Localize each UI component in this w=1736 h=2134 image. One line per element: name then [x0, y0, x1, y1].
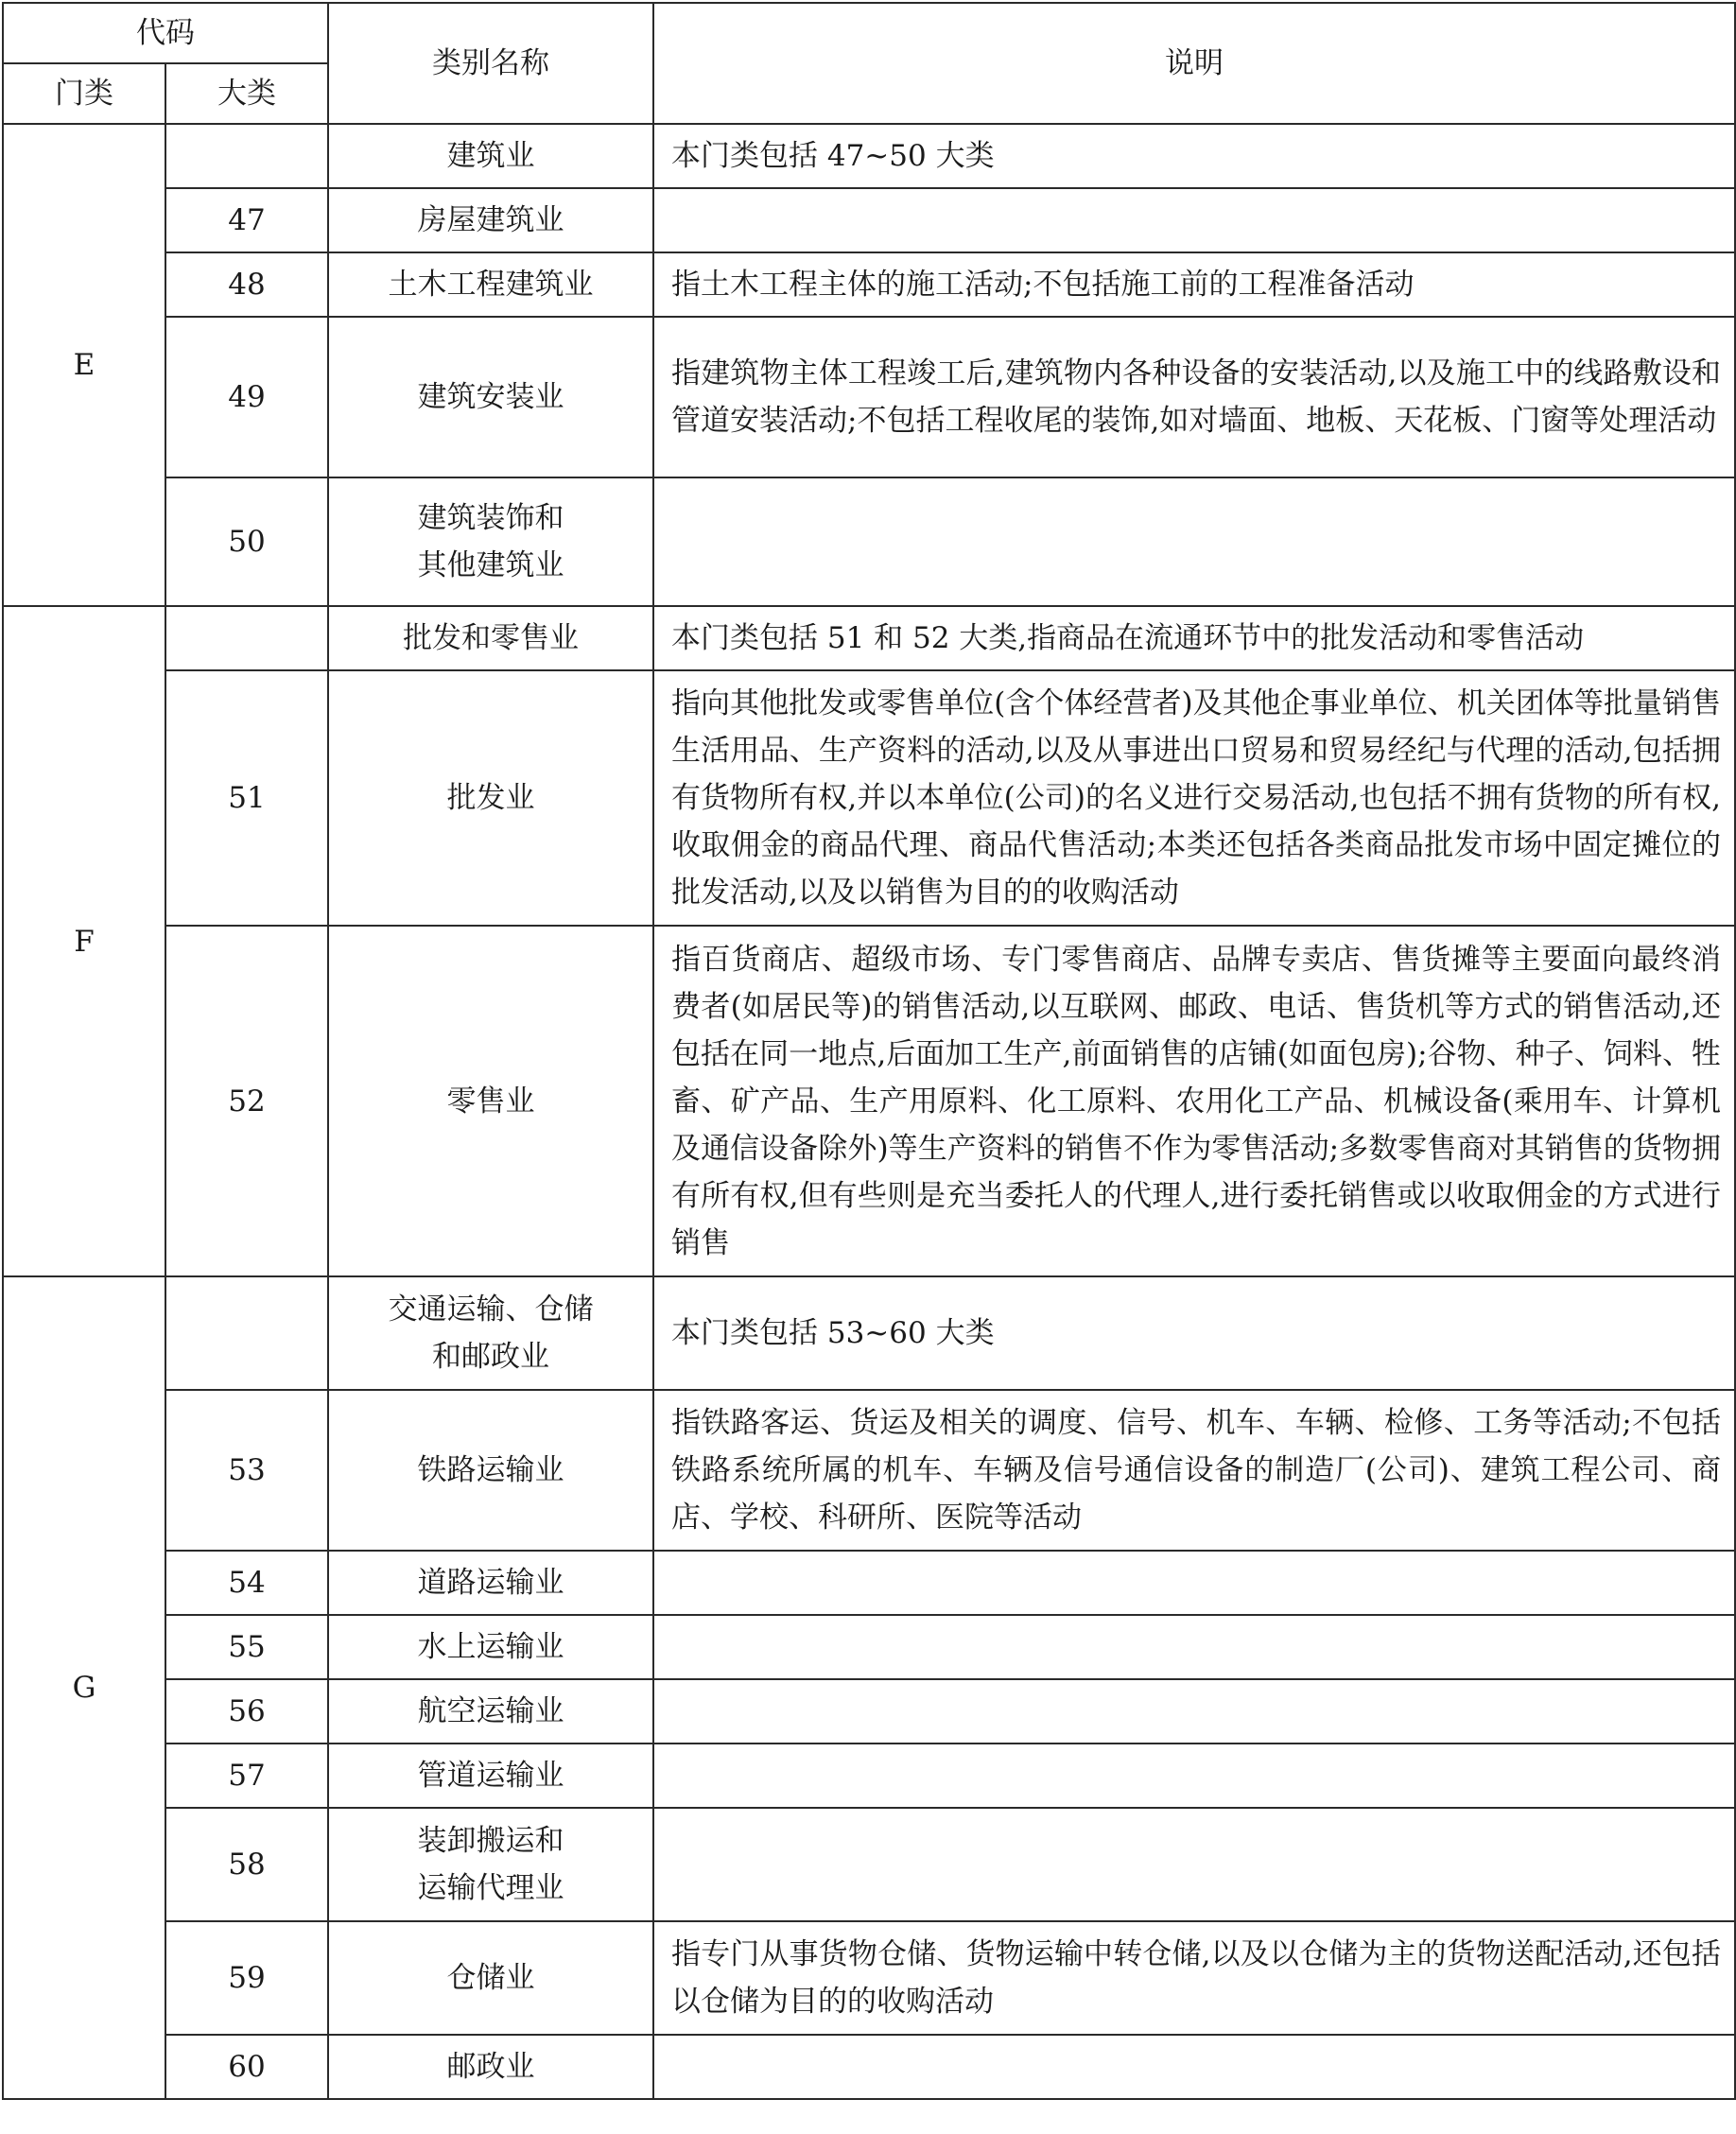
classification-table — [2, 2, 1736, 2100]
table-row — [3, 1679, 1735, 1744]
category-name: 批发业 — [328, 670, 653, 926]
header-division: 大类 — [165, 63, 328, 124]
category-description: 指向其他批发或零售单位(含个体经营者)及其他企事业单位、机关团体等批量销售生活用品、生产资料的活动,以及从事进出口贸易和贸易经纪与代理的活动,包括拥有货物所有权,并以本单位(公司)的名义进行交易活动,也包括不拥有货物的所有权,收取佣金的商品代理、商品代售活动;本类还包括各类商品批发市场中固定摊位的批发活动,以及以销售为目的的收购活动 — [653, 670, 1735, 926]
header-description: 说明 — [653, 3, 1735, 124]
division-code: 53 — [165, 1390, 328, 1551]
category-name: 建筑安装业 — [328, 317, 653, 477]
category-name: 铁路运输业 — [328, 1390, 653, 1551]
table-row — [3, 1615, 1735, 1679]
table-body — [3, 124, 1735, 2099]
division-code: 50 — [165, 477, 328, 606]
division-code: 57 — [165, 1744, 328, 1808]
category-name: 装卸搬运和 运输代理业 — [328, 1808, 653, 1921]
header-name: 类别名称 — [328, 3, 653, 124]
division-code: 59 — [165, 1921, 328, 2035]
category-name: 水上运输业 — [328, 1615, 653, 1679]
division-code: 52 — [165, 926, 328, 1276]
category-name: 航空运输业 — [328, 1679, 653, 1744]
category-description: 指百货商店、超级市场、专门零售商店、品牌专卖店、售货摊等主要面向最终消费者(如居民等)的销售活动,以互联网、邮政、电话、售货机等方式的销售活动,还包括在同一地点,后面加工生产,前面销售的店铺(如面包房);谷物、种子、饲料、牲畜、矿产品、生产用原料、化工原料、农用化工产品、机械设备(乘用车、计算机及通信设备除外)等生产资料的销售不作为零售活动;多数零售商对其销售的货物拥有所有权,但有些则是充当委托人的代理人,进行委托销售或以收取佣金的方式进行销售 — [653, 926, 1735, 1276]
division-code: 60 — [165, 2035, 328, 2099]
header-code-group: 代码 — [3, 3, 328, 63]
table-row — [3, 317, 1735, 477]
table-row — [3, 1551, 1735, 1615]
category-description — [653, 1744, 1735, 1808]
division-code: 58 — [165, 1808, 328, 1921]
category-letter: G — [3, 1276, 165, 2099]
category-description: 指建筑物主体工程竣工后,建筑物内各种设备的安装活动,以及施工中的线路敷设和管道安装活动;不包括工程收尾的装饰,如对墙面、地板、天花板、门窗等处理活动 — [653, 317, 1735, 477]
table-row — [3, 477, 1735, 606]
category-description — [653, 1679, 1735, 1744]
category-name: 道路运输业 — [328, 1551, 653, 1615]
category-name: 建筑业 — [328, 124, 653, 188]
category-name: 批发和零售业 — [328, 606, 653, 670]
category-name: 土木工程建筑业 — [328, 252, 653, 317]
table-row — [3, 1808, 1735, 1921]
table-row — [3, 1921, 1735, 2035]
table-header — [3, 3, 1735, 124]
division-code: 49 — [165, 317, 328, 477]
category-description — [653, 1808, 1735, 1921]
category-name: 零售业 — [328, 926, 653, 1276]
division-code — [165, 606, 328, 670]
category-description — [653, 188, 1735, 252]
category-description: 指土木工程主体的施工活动;不包括施工前的工程准备活动 — [653, 252, 1735, 317]
division-code: 54 — [165, 1551, 328, 1615]
category-description — [653, 477, 1735, 606]
category-description — [653, 2035, 1735, 2099]
category-letter: E — [3, 124, 165, 606]
division-code: 47 — [165, 188, 328, 252]
category-name: 管道运输业 — [328, 1744, 653, 1808]
division-code: 51 — [165, 670, 328, 926]
category-name: 交通运输、仓储 和邮政业 — [328, 1276, 653, 1390]
category-letter: F — [3, 606, 165, 1276]
table-row — [3, 1390, 1735, 1551]
table-row — [3, 926, 1735, 1276]
category-description — [653, 1551, 1735, 1615]
division-code: 48 — [165, 252, 328, 317]
table-row — [3, 1276, 1735, 1390]
table-row — [3, 1744, 1735, 1808]
category-description: 指铁路客运、货运及相关的调度、信号、机车、车辆、检修、工务等活动;不包括铁路系统所属的机车、车辆及信号通信设备的制造厂(公司)、建筑工程公司、商店、学校、科研所、医院等活动 — [653, 1390, 1735, 1551]
category-description: 本门类包括 47~50 大类 — [653, 124, 1735, 188]
table-row — [3, 188, 1735, 252]
category-description: 本门类包括 53~60 大类 — [653, 1276, 1735, 1390]
table-row — [3, 252, 1735, 317]
division-code: 56 — [165, 1679, 328, 1744]
table-row — [3, 606, 1735, 670]
division-code: 55 — [165, 1615, 328, 1679]
division-code — [165, 124, 328, 188]
category-description: 指专门从事货物仓储、货物运输中转仓储,以及以仓储为主的货物送配活动,还包括以仓储为目的的收购活动 — [653, 1921, 1735, 2035]
category-name: 房屋建筑业 — [328, 188, 653, 252]
category-name: 邮政业 — [328, 2035, 653, 2099]
table-row — [3, 2035, 1735, 2099]
header-category: 门类 — [3, 63, 165, 124]
category-name: 仓储业 — [328, 1921, 653, 2035]
table-row — [3, 124, 1735, 188]
category-description — [653, 1615, 1735, 1679]
table-row — [3, 670, 1735, 926]
category-name: 建筑装饰和 其他建筑业 — [328, 477, 653, 606]
category-description: 本门类包括 51 和 52 大类,指商品在流通环节中的批发活动和零售活动 — [653, 606, 1735, 670]
division-code — [165, 1276, 328, 1390]
